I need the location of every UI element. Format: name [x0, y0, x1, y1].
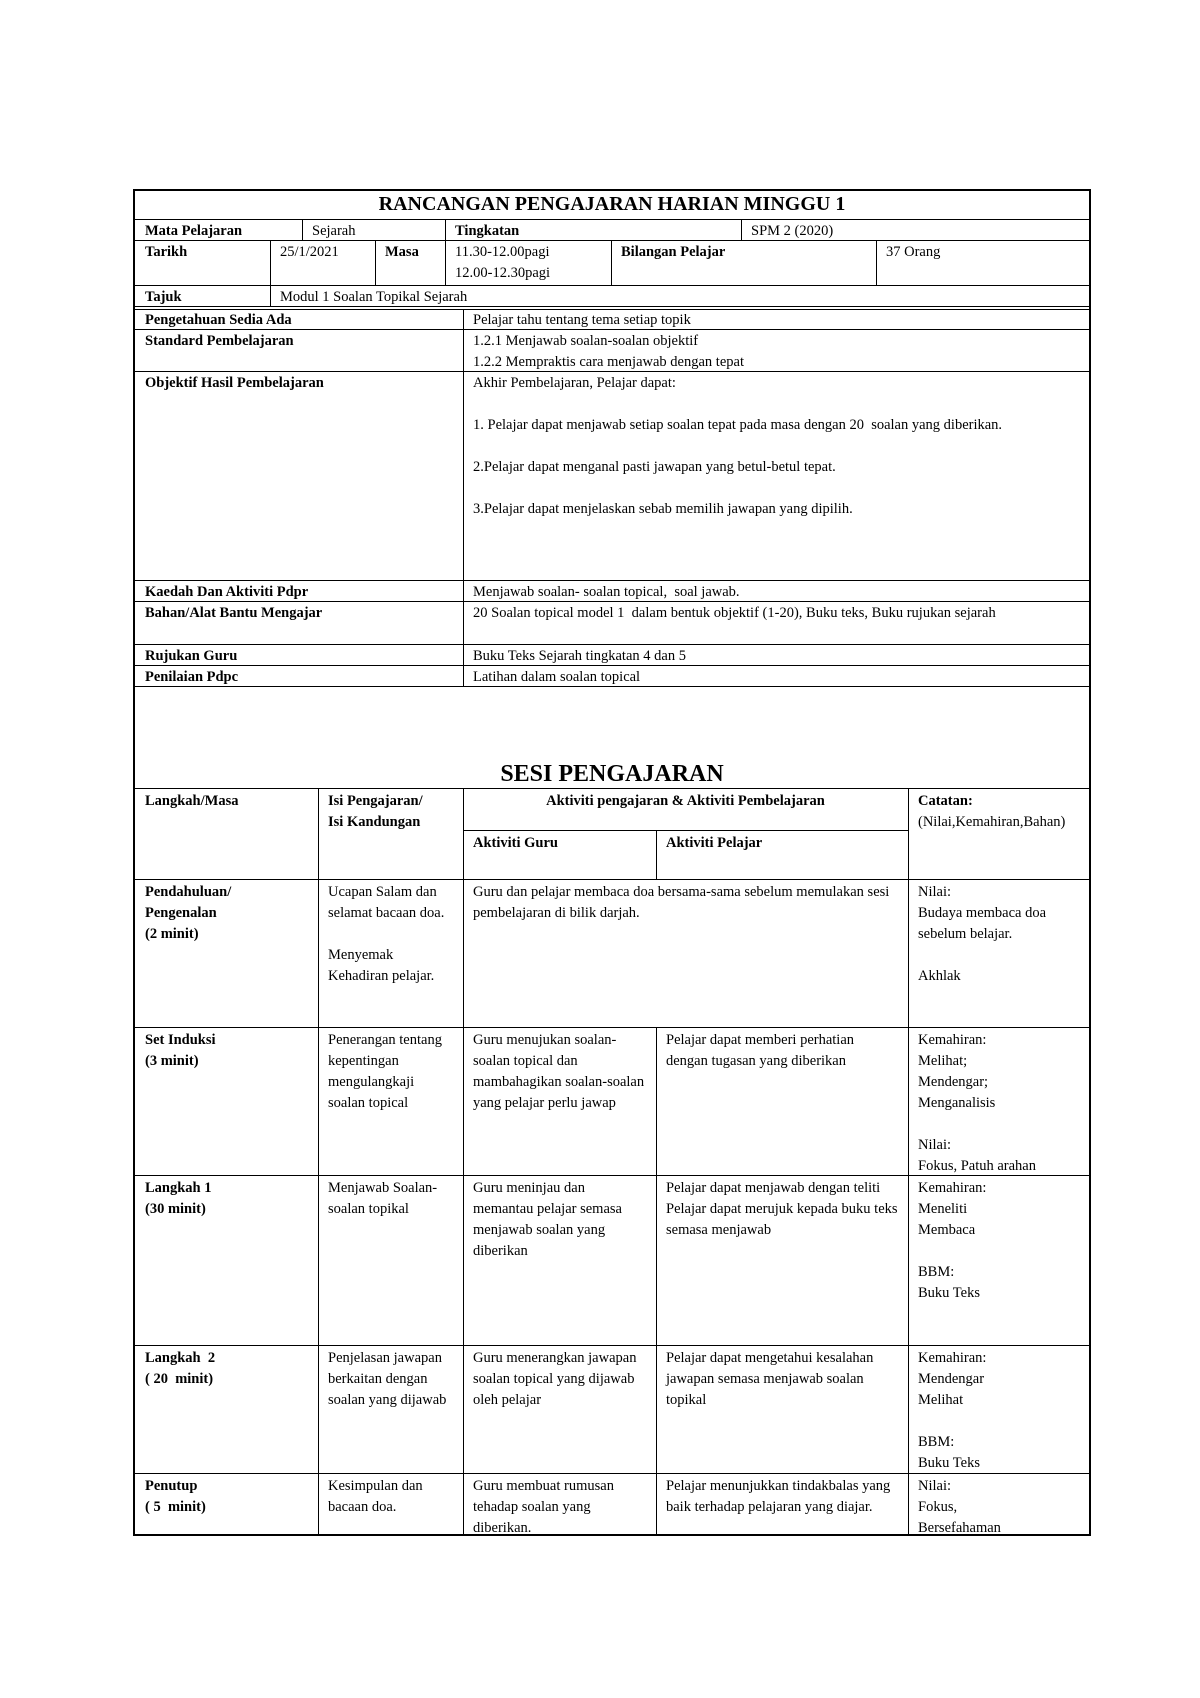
tarikh-label: Tarikh — [145, 244, 188, 260]
row-catatan: Kemahiran: Meneliti Membaca BBM: Buku Teks — [918, 1180, 987, 1301]
rujukan-value: Buku Teks Sejarah tingkatan 4 dan 5 — [473, 648, 686, 664]
row-isi: Penerangan tentang kepentingan mengulangkaji soalan topical — [328, 1032, 446, 1111]
row-langkah: Set Induksi (3 minit) — [145, 1032, 216, 1069]
bilangan-label: Bilangan Pelajar — [621, 244, 726, 260]
row-aktiviti-guru: Guru meninjau dan memantau pelajar semasa menjawab soalan yang diberikan — [473, 1180, 626, 1259]
row-aktiviti-guru: Guru menerangkan jawapan soalan topical yang dijawab oleh pelajar — [473, 1350, 641, 1408]
col-isi-header: Isi Pengajaran/ Isi Kandungan — [328, 793, 423, 830]
mata-pelajaran-label: Mata Pelajaran — [145, 223, 243, 239]
col-catatan-label: Catatan: — [918, 793, 973, 809]
tarikh-value: 25/1/2021 — [280, 244, 339, 260]
bahan-label: Bahan/Alat Bantu Mengajar — [145, 605, 323, 621]
col-pelajar-header: Aktiviti Pelajar — [666, 835, 763, 851]
row-catatan: Nilai: Fokus, Bersefahaman — [918, 1478, 1001, 1534]
col-aktiviti-header: Aktiviti pengajaran & Aktiviti Pembelajaran — [546, 793, 825, 809]
document-title: RANCANGAN PENGAJARAN HARIAN MINGGU 1 — [378, 193, 846, 215]
sesi-title: SESI PENGAJARAN — [500, 761, 724, 787]
tingkatan-label: Tingkatan — [455, 223, 520, 239]
kaedah-label: Kaedah Dan Aktiviti Pdpr — [145, 584, 309, 600]
row-aktiviti-pelajar: Pelajar dapat memberi perhatian dengan tugasan yang diberikan — [666, 1032, 858, 1069]
standard-label: Standard Pembelajaran — [145, 333, 294, 349]
row-isi: Ucapan Salam dan selamat bacaan doa. Menyemak Kehadiran pelajar. — [328, 884, 445, 984]
pengetahuan-label: Pengetahuan Sedia Ada — [145, 312, 292, 328]
row-catatan: Kemahiran: Melihat; Mendengar; Menganalisis Nilai: Fokus, Patuh arahan — [918, 1032, 1036, 1174]
row-isi: Kesimpulan dan bacaan doa. — [328, 1478, 427, 1515]
col-catatan-header: (Nilai,Kemahiran,Bahan) — [918, 814, 1066, 830]
row-isi: Penjelasan jawapan berkaitan dengan soalan yang dijawab — [328, 1350, 447, 1408]
row-aktiviti-pelajar: Pelajar dapat mengetahui kesalahan jawapan semasa menjawab soalan topikal — [666, 1350, 877, 1408]
tajuk-label: Tajuk — [145, 289, 182, 305]
row-aktiviti-guru: Guru membuat rumusan tehadap soalan yang diberikan. — [473, 1478, 618, 1534]
row-aktiviti-pelajar: Pelajar dapat menjawab dengan teliti Pelajar dapat merujuk kepada buku teks semasa menjawab — [666, 1180, 898, 1238]
standard-value: 1.2.1 Menjawab soalan-soalan objektif 1.2.2 Mempraktis cara menjawab dengan tepat — [473, 333, 744, 370]
row-aktiviti-guru: Guru menujukan soalan-soalan topical dan mambahagikan soalan-soalan yang pelajar perlu jawap — [473, 1032, 648, 1111]
kaedah-value: Menjawab soalan- soalan topical, soal jawab. — [473, 584, 740, 600]
rujukan-label: Rujukan Guru — [145, 648, 238, 664]
col-langkah-header: Langkah/Masa — [145, 793, 239, 809]
row-isi: Menjawab Soalan- soalan topikal — [328, 1180, 441, 1217]
bilangan-value: 37 Orang — [886, 244, 941, 260]
tingkatan-value: SPM 2 (2020) — [751, 223, 834, 239]
pengetahuan-value: Pelajar tahu tentang tema setiap topik — [473, 312, 691, 328]
bahan-value: 20 Soalan topical model 1 dalam bentuk objektif (1-20), Buku teks, Buku rujukan sejarah — [473, 605, 996, 621]
row-aktiviti-guru: Guru dan pelajar membaca doa bersama-sama sebelum memulakan sesi pembelajaran di bilik darjah. — [473, 884, 893, 921]
row-aktiviti-pelajar: Pelajar menunjukkan tindakbalas yang baik terhadap pelajaran yang diajar. — [666, 1478, 894, 1515]
row-catatan: Kemahiran: Mendengar Melihat BBM: Buku Teks — [918, 1350, 987, 1471]
row-catatan: Nilai: Budaya membaca doa sebelum belajar. Akhlak — [918, 884, 1047, 984]
masa-label: Masa — [385, 244, 419, 260]
row-langkah: Langkah 1 (30 minit) — [145, 1180, 212, 1217]
tajuk-value: Modul 1 Soalan Topikal Sejarah — [280, 289, 468, 305]
col-guru-header: Aktiviti Guru — [473, 835, 558, 851]
row-langkah: Langkah 2 ( 20 minit) — [145, 1350, 216, 1387]
penilaian-value: Latihan dalam soalan topical — [473, 669, 641, 685]
masa-value: 11.30-12.00pagi 12.00-12.30pagi — [455, 244, 551, 281]
row-langkah: Pendahuluan/ Pengenalan (2 minit) — [145, 884, 232, 942]
objektif-label: Objektif Hasil Pembelajaran — [145, 375, 324, 391]
objektif-value: Akhir Pembelajaran, Pelajar dapat: 1. Pelajar dapat menjawab setiap soalan tepat pada masa dengan 20 soalan yang diberikan. 2.Pelajar dapat menganal pasti jawapan yang betul-betul tepat. 3.Pelajar dapat menjelaskan sebab memilih jawapan yang dipilih. — [473, 375, 1003, 517]
penilaian-label: Penilaian Pdpc — [145, 669, 239, 685]
mata-pelajaran-value: Sejarah — [312, 223, 356, 239]
row-langkah: Penutup ( 5 minit) — [145, 1478, 206, 1515]
